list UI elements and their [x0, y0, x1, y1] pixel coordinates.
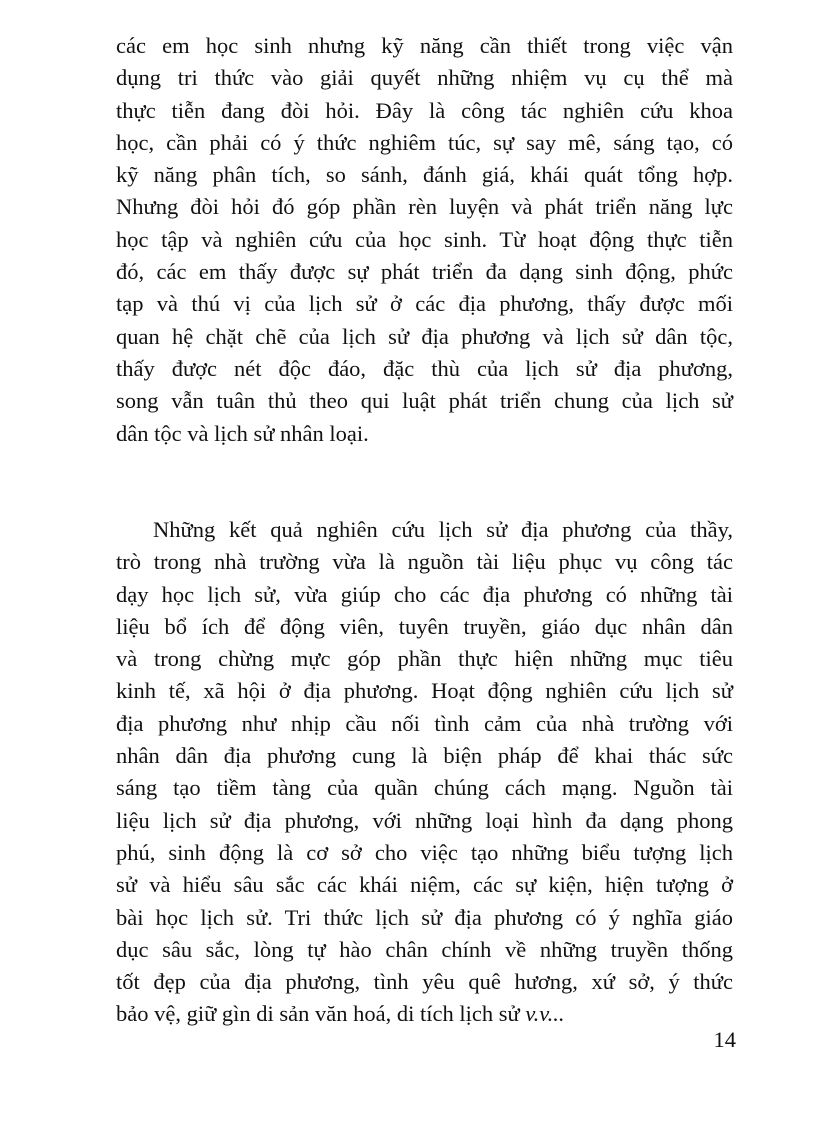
- text-line: tạp và thú vị của lịch sử ở các địa phương, thấy được mối: [116, 291, 733, 317]
- text-line: nhân dân địa phương cung là biện pháp để khai thác sức: [116, 743, 733, 769]
- text-line: bài học lịch sử. Tri thức lịch sử địa phương có ý nghĩa giáo: [116, 904, 733, 930]
- text-line: song vẫn tuân thủ theo qui luật phát triển chung của lịch sử: [116, 388, 733, 414]
- text-line: đó, các em thấy được sự phát triển đa dạng sinh động, phức: [116, 259, 733, 285]
- final-line-text: bảo vệ, giữ gìn di sản văn hoá, di tích lịch sử: [116, 1001, 526, 1027]
- text-line: dân tộc và lịch sử nhân loại.: [116, 420, 369, 446]
- text-line-final: [116, 998, 733, 1030]
- text-line: sáng tạo tiềm tàng của quần chúng cách mạng. Nguồn tài: [116, 775, 733, 801]
- text-line: Nhưng đòi hỏi đó góp phần rèn luyện và phát triển năng lực: [116, 194, 733, 220]
- text-line: học, cần phải có ý thức nghiêm túc, sự say mê, sáng tạo, có: [116, 129, 733, 155]
- paragraph-2: [116, 514, 733, 1031]
- text-line: liệu lịch sử địa phương, với những loại hình đa dạng phong: [116, 807, 733, 833]
- text-line: dụng tri thức vào giải quyết những nhiệm vụ cụ thể mà: [116, 65, 733, 91]
- text-line: tốt đẹp của địa phương, tình yêu quê hương, xứ sở, ý thức: [116, 969, 733, 995]
- text-line: kinh tế, xã hội ở địa phương. Hoạt động nghiên cứu lịch sử: [116, 678, 733, 704]
- text-line: dục sâu sắc, lòng tự hào chân chính về những truyền thống: [116, 936, 733, 962]
- text-line: trò trong nhà trường vừa là nguồn tài liệu phục vụ công tác: [116, 549, 733, 575]
- text-line: học tập và nghiên cứu của học sinh. Từ hoạt động thực tiễn: [116, 226, 733, 252]
- paragraph-1: [116, 30, 733, 450]
- text-line: các em học sinh nhưng kỹ năng cần thiết trong việc vận: [116, 33, 733, 58]
- text-line: sử và hiểu sâu sắc các khái niệm, các sự kiện, hiện tượng ở: [116, 872, 733, 898]
- page-number: 14: [713, 1027, 736, 1052]
- text-line: thấy được nét độc đáo, đặc thù của lịch sử địa phương,: [116, 355, 733, 381]
- text-line: thực tiễn đang đòi hỏi. Đây là công tác nghiên cứu khoa: [116, 97, 733, 123]
- text-line: địa phương như nhịp cầu nối tình cảm của nhà trường với: [116, 710, 733, 736]
- text-line: liệu bổ ích để động viên, tuyên truyền, giáo dục nhân dân: [116, 613, 733, 639]
- text-line: Những kết quả nghiên cứu lịch sử địa phương của thầy,: [153, 517, 733, 542]
- text-line: quan hệ chặt chẽ của lịch sử địa phương và lịch sử dân tộc,: [116, 323, 733, 349]
- text-line: phú, sinh động là cơ sở cho việc tạo những biểu tượng lịch: [116, 839, 733, 865]
- etcetera-italic: v.v...: [525, 1001, 565, 1027]
- text-line: và trong chừng mực góp phần thực hiện những mục tiêu: [116, 646, 733, 672]
- text-line: kỹ năng phân tích, so sánh, đánh giá, khái quát tổng hợp.: [116, 162, 733, 188]
- text-line: dạy học lịch sử, vừa giúp cho các địa phương có những tài: [116, 581, 733, 607]
